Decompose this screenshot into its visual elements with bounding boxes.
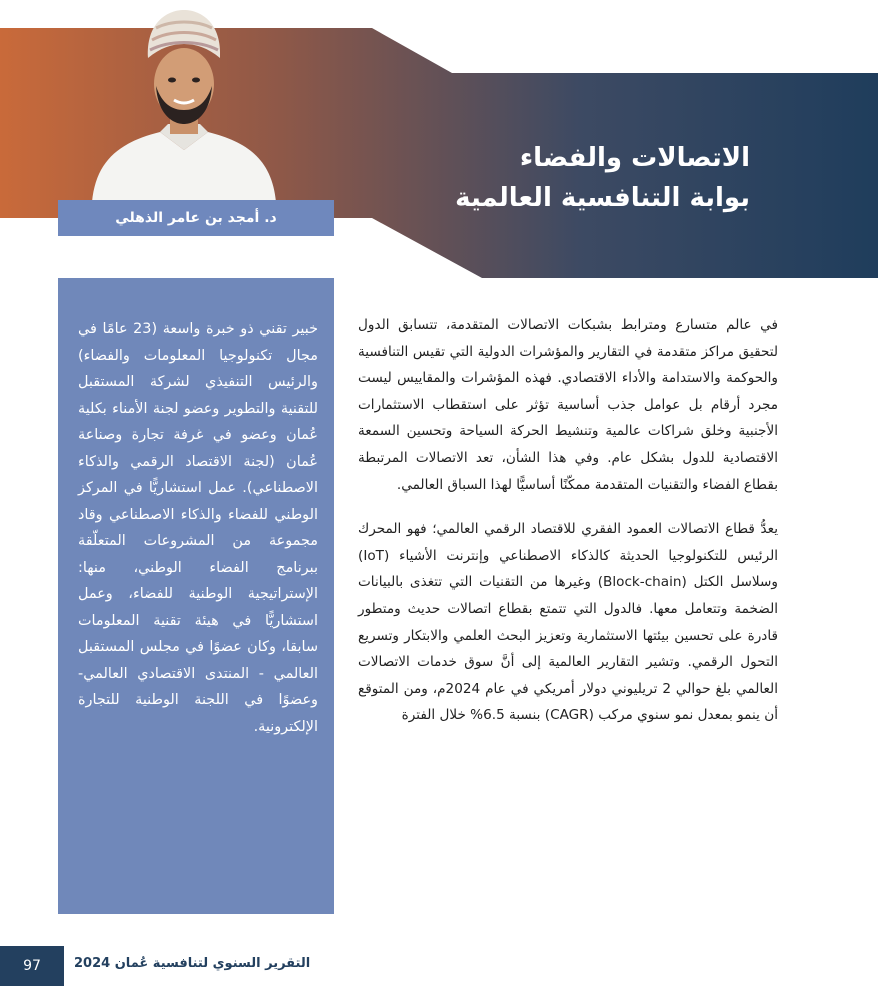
author-name: د. أمجد بن عامر الذهلي <box>58 200 334 236</box>
article-body <box>358 312 778 747</box>
title-line-1: الاتصالات والفضاء <box>519 143 750 173</box>
author-bio: خبير تقني ذو خبرة واسعة (23 عامًا في مجال تكنولوجيا المعلومات والفضاء) والرئيس التنفيذي لشركة المستقبل للتقنية والتطوير وعضو لجنة الأمناء بكلية عُمان وعضو في غرفة تجارة وصناعة عُمان (لجنة الاقتصاد الرقمي والذكاء الاصطناعي). عمل استشاريًّا في المركز الوطني للفضاء والذكاء الاصطناعي وقاد مجموعة من المشروعات المتعلّقة ببرنامج الفضاء الوطني، منها: الإستراتيجية الوطنية للفضاء، وعمل استشاريًّا في هيئة تقنية المعلومات سابقا، وكان عضوًا في مجلس المستقبل العالمي - المنتدى الاقتصادي العالمي- وعضوًا في اللجنة الوطنية للتجارة الإلكترونية. <box>78 321 318 735</box>
title-line-2: بوابة التنافسية العالمية <box>455 183 750 213</box>
page-number: 97 <box>0 946 64 986</box>
author-photo <box>90 0 278 202</box>
article-paragraph: يعدُّ قطاع الاتصالات العمود الفقري للاقتصاد الرقمي العالمي؛ فهو المحرك الرئيس للتكنولوجيا الحديثة كالذكاء الاصطناعي وإنترنت الأشياء (IoT) وسلاسل الكتل (Block-chain) وغيرها من التقنيات التي تتغذى بالبيانات الضخمة وتتعامل معها. فالدول التي تتمتع بقطاع اتصالات حديث ومتطور قادرة على تحسين بيئتها الاستثمارية وتعزيز البحث العلمي والابتكار وتسريع التحول الرقمي. وتشير التقارير العالمية إلى أنَّ سوق خدمات الاتصالات العالمي بلغ حوالي 2 تريليوني دولار أمريكي في عام 2024م، ومن المتوقع أن ينمو بمعدل نمو سنوي مركب (CAGR) بنسبة 6.5% خلال الفترة <box>358 521 778 724</box>
article-paragraph: في عالم متسارع ومترابط بشبكات الاتصالات المتقدمة، تتسابق الدول لتحقيق مراكز متقدمة في التقارير والمؤشرات الدولية التي تقيس التنافسية والحوكمة والاستدامة والأداء الاقتصادي. فهذه المؤشرات والمقاييس ليست مجرد أرقام بل عوامل جذب أساسية تؤثر على استقطاب الاستثمارات الأجنبية وخلق شراكات عالمية وتنشيط الحركة السياحة وتحسين السمعة الاقتصادية للدول بشكل عام. وفي هذا الشأن، تعد الاتصالات المرتبطة بقطاع الفضاء والتقنيات المتقدمة ممكّنًا أساسيًّا لهذا السباق العالمي. <box>358 317 778 493</box>
report-title: التقرير السنوي لتنافسية عُمان 2024 <box>74 956 311 971</box>
page-title <box>350 138 750 218</box>
